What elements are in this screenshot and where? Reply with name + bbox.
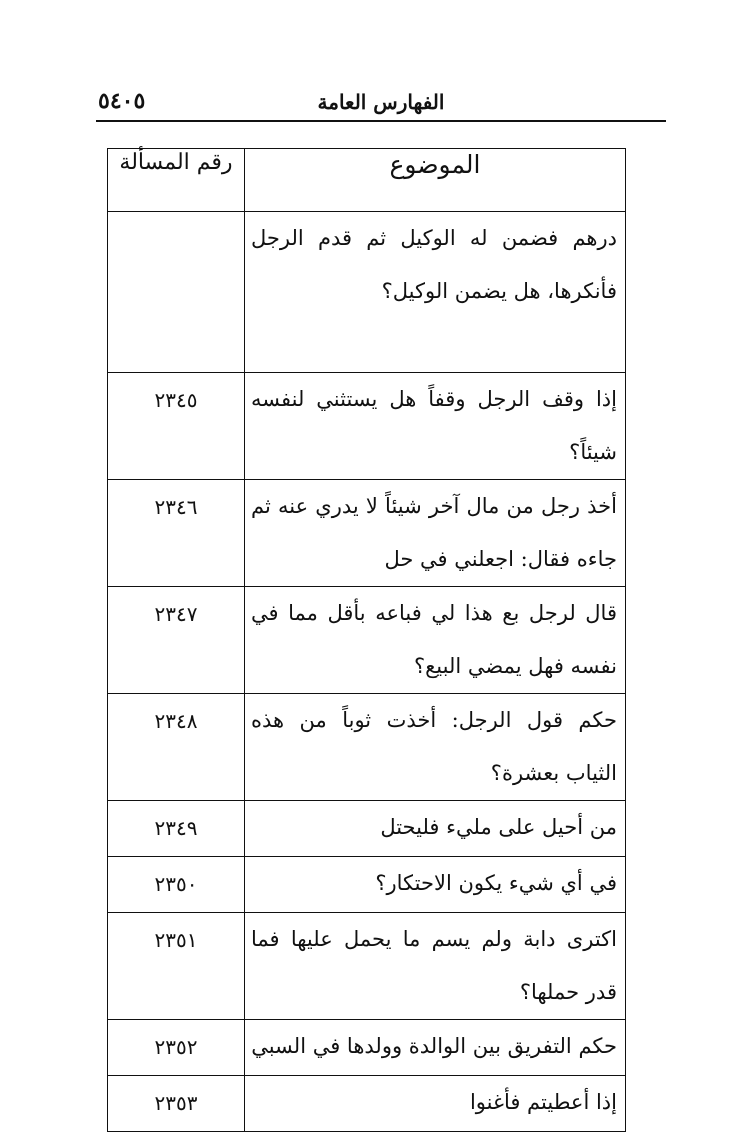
- topic-cell: إذا وقف الرجل وقفاً هل يستثني لنفسه شيئاً؟: [245, 373, 626, 480]
- page-header: [96, 84, 666, 122]
- column-header-number: رقم المسألة: [108, 149, 245, 212]
- table-row: [108, 857, 626, 913]
- running-title: الفهارس العامة: [317, 90, 445, 114]
- number-cell: ٢٣٥٣: [108, 1076, 245, 1132]
- topic-cell: حكم التفريق بين الوالدة وولدها في السبي: [245, 1020, 626, 1076]
- topic-cell: درهم فضمن له الوكيل ثم قدم الرجل فأنكرها، هل يضمن الوكيل؟: [245, 212, 626, 373]
- topic-cell: من أحيل على مليء فليحتل: [245, 801, 626, 857]
- topic-cell: أخذ رجل من مال آخر شيئاً لا يدري عنه ثم جاءه فقال: اجعلني في حل: [245, 480, 626, 587]
- table-row: [108, 587, 626, 694]
- table-row: [108, 801, 626, 857]
- number-cell: ٢٣٤٥: [108, 373, 245, 480]
- index-table: [107, 148, 626, 1132]
- table-row: [108, 480, 626, 587]
- topic-cell: إذا أعطيتم فأغنوا: [245, 1076, 626, 1132]
- table-row: [108, 913, 626, 1020]
- number-cell: ٢٣٥١: [108, 913, 245, 1020]
- number-cell: ٢٣٥٢: [108, 1020, 245, 1076]
- table-row: [108, 694, 626, 801]
- topic-cell: اكترى دابة ولم يسم ما يحمل عليها فما قدر حملها؟: [245, 913, 626, 1020]
- table-row: [108, 1076, 626, 1132]
- number-cell: ٢٣٤٦: [108, 480, 245, 587]
- page-number: ٥٤٠٥: [98, 88, 146, 114]
- topic-cell: حكم قول الرجل: أخذت ثوباً من هذه الثياب بعشرة؟: [245, 694, 626, 801]
- number-cell: ٢٣٤٩: [108, 801, 245, 857]
- table-row: [108, 1020, 626, 1076]
- topic-cell: قال لرجل بع هذا لي فباعه بأقل مما في نفسه فهل يمضي البيع؟: [245, 587, 626, 694]
- table-header-row: [108, 149, 626, 212]
- table-row: [108, 212, 626, 373]
- topic-cell: في أي شيء يكون الاحتكار؟: [245, 857, 626, 913]
- column-header-topic: الموضوع: [245, 149, 626, 212]
- table-row: [108, 373, 626, 480]
- number-cell: [108, 212, 245, 373]
- number-cell: ٢٣٤٨: [108, 694, 245, 801]
- number-cell: ٢٣٥٠: [108, 857, 245, 913]
- number-cell: ٢٣٤٧: [108, 587, 245, 694]
